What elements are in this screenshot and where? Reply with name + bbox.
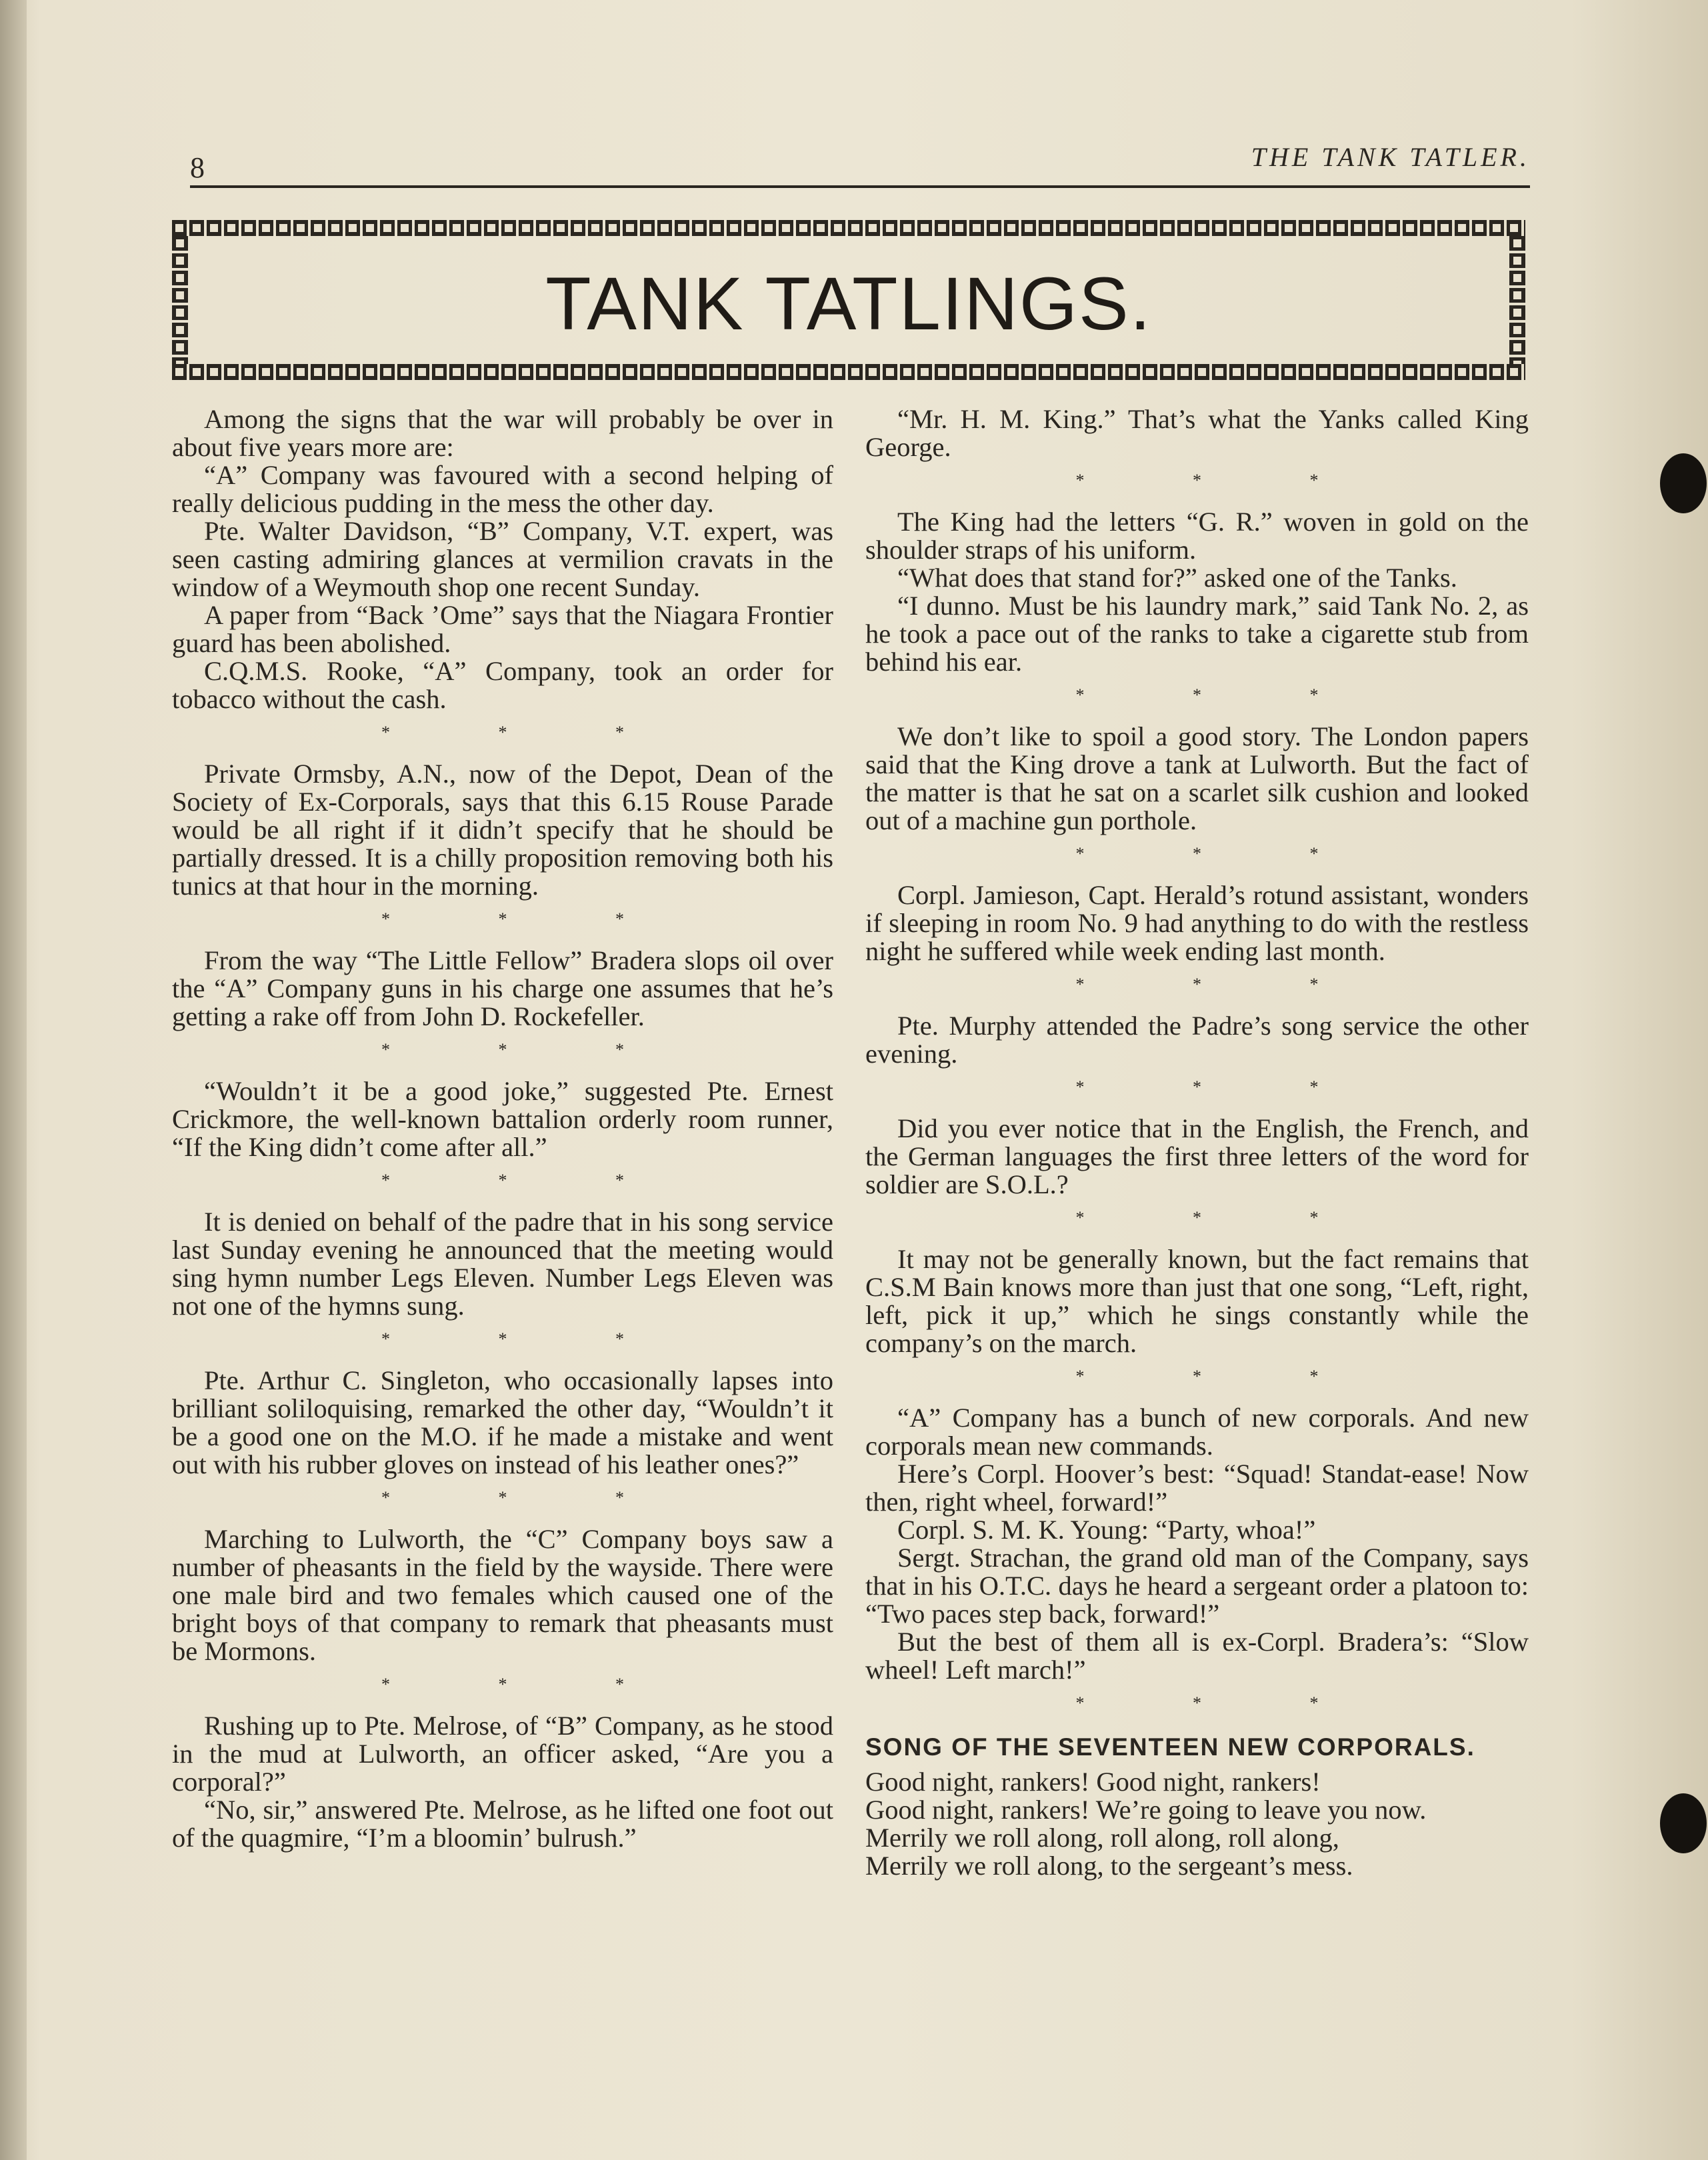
paragraph: Private Ormsby, A.N., now of the Depot, Dean of the Society of Ex-Corporals, says that this 6.15 Rouse Parade would be all right if it didn’t specify that he should be partially dressed. It is a chilly proposition removing both his tunics at that hour in the morning. [172,759,833,901]
section-separator: * * * [1075,1367,1371,1386]
paragraph: It is denied on behalf of the padre that in his song service last Sunday evening he announced that the meeting would sing hymn number Legs Eleven. Number Legs Eleven was not one of the hymns sung. [172,1207,833,1321]
paragraph: Pte. Murphy attended the Padre’s song service the other evening. [865,1011,1529,1069]
paragraph: From the way “The Little Fellow” Bradera slops oil over the “A” Company guns in his charge one assumes that he’s getting a rake off from John D. Rockefeller. [172,945,833,1031]
page-number: 8 [190,151,205,184]
paragraph: Pte. Walter Davidson, “B” Company, V.T. expert, was seen casting admiring glances at vermilion cravats in the window of a Weymouth shop one recent Sunday. [172,516,833,602]
paragraph: “Wouldn’t it be a good joke,” suggested Pte. Ernest Crickmore, the well-known battalion orderly room runner, “If the King didn’t come after all.” [172,1076,833,1162]
punch-hole-upper [1660,453,1707,513]
paragraph: It may not be generally known, but the fact remains that C.S.M Bain knows more than just that one song, “Left, right, left, pick it up,” which he sings constantly while the company’s on the march. [865,1244,1529,1358]
paragraph: A paper from “Back ’Ome” says that the Niagara Frontier guard has been abolished. [172,600,833,658]
paragraph: Among the signs that the war will probably be over in about five years more are: [172,404,833,462]
section-separator: * * * [1075,1693,1371,1713]
paragraph: Rushing up to Pte. Melrose, of “B” Company, as he stood in the mud at Lulworth, an officer asked, “Are you a corporal?” [172,1711,833,1797]
section-separator: * * * [381,723,676,742]
song-line: Good night, rankers! Good night, rankers! [865,1767,1321,1797]
song-line: Good night, rankers! We’re going to leave you now. [865,1795,1427,1825]
paragraph: We don’t like to spoil a good story. The London papers said that the King drove a tank at Lulworth. But the fact of the matter is that he sat on a scarlet silk cushion and looked out of a machine gun porthole. [865,721,1529,835]
section-separator: * * * [381,1171,676,1190]
paragraph: “A” Company has a bunch of new corporals. And new corporals mean new commands. [865,1403,1529,1461]
magazine-title: THE TANK TATLER. [1251,142,1530,172]
song-line: Merrily we roll along, roll along, roll along, [865,1823,1339,1853]
section-separator: * * * [381,1040,676,1059]
paragraph: “Mr. H. M. King.” That’s what the Yanks called King George. [865,404,1529,462]
section-banner [172,220,1525,380]
section-title: TANK TATLINGS. [545,262,1152,345]
punch-hole-lower [1660,1793,1707,1853]
section-separator: * * * [381,909,676,929]
section-separator: * * * [1075,1208,1371,1227]
right-column [865,405,1529,1880]
section-separator: * * * [1075,844,1371,863]
paragraph: Here’s Corpl. Hoover’s best: “Squad! Standat-ease! Now then, right wheel, forward!” [865,1459,1529,1517]
paragraph: Corpl. S. M. K. Young: “Party, whoa!” [897,1515,1316,1545]
section-separator: * * * [1075,685,1371,705]
page-binding-edge [0,0,27,2160]
paragraph: “I dunno. Must be his laundry mark,” said Tank No. 2, as he took a pace out of the ranks to take a cigarette stub from behind his ear. [865,591,1529,677]
greek-key-border-bottom [172,364,1525,380]
paragraph: C.Q.M.S. Rooke, “A” Company, took an order for tobacco without the cash. [172,656,833,714]
paragraph: Corpl. Jamieson, Capt. Herald’s rotund assistant, wonders if sleeping in room No. 9 had anything to do with the restless night he suffered while week ending last month. [865,880,1529,966]
right-column-items [865,405,1529,1717]
song-lyrics [865,1768,1529,1880]
section-separator: * * * [381,1329,676,1349]
paragraph: The King had the letters “G. R.” woven in gold on the shoulder straps of his uniform. [865,507,1529,565]
left-column [172,405,833,1852]
paragraph: Sergt. Strachan, the grand old man of the Company, says that in his O.T.C. days he heard a sergeant order a platoon to: “Two paces step back, forward!” [865,1543,1529,1629]
greek-key-border-top [172,220,1525,236]
song-title: SONG OF THE SEVENTEEN NEW CORPORALS. [865,1733,1475,1761]
song-line: Merrily we roll along, to the sergeant’s mess. [865,1851,1353,1881]
paragraph: Marching to Lulworth, the “C” Company boys saw a number of pheasants in the field by the wayside. There were one male bird and two females which caused one of the bright boys of that company to remark that pheasants must be Mormons. [172,1524,833,1666]
paragraph: Did you ever notice that in the English, the French, and the German languages the first three letters of the word for soldier are S.O.L.? [865,1113,1529,1199]
section-separator: * * * [1075,1077,1371,1097]
paragraph: But the best of them all is ex-Corpl. Bradera’s: “Slow wheel! Left march!” [865,1627,1529,1685]
paragraph: “What does that stand for?” asked one of the Tanks. [897,563,1457,593]
paragraph: Pte. Arthur C. Singleton, who occasionally lapses into brilliant soliloquising, remarked the other day, “Wouldn’t it be a good one on the M.O. if he made a mistake and went out with his rubber gloves on instead of his leather ones?” [172,1365,833,1479]
section-separator: * * * [1075,471,1371,490]
section-separator: * * * [381,1675,676,1694]
section-separator: * * * [1075,975,1371,994]
paragraph: “No, sir,” answered Pte. Melrose, as he lifted one foot out of the quagmire, “I’m a bloomin’ bulrush.” [172,1795,833,1853]
header-rule [190,185,1530,188]
section-separator: * * * [381,1488,676,1507]
running-header [190,141,1530,184]
paragraph: “A” Company was favoured with a second helping of really delicious pudding in the mess the other day. [172,460,833,518]
